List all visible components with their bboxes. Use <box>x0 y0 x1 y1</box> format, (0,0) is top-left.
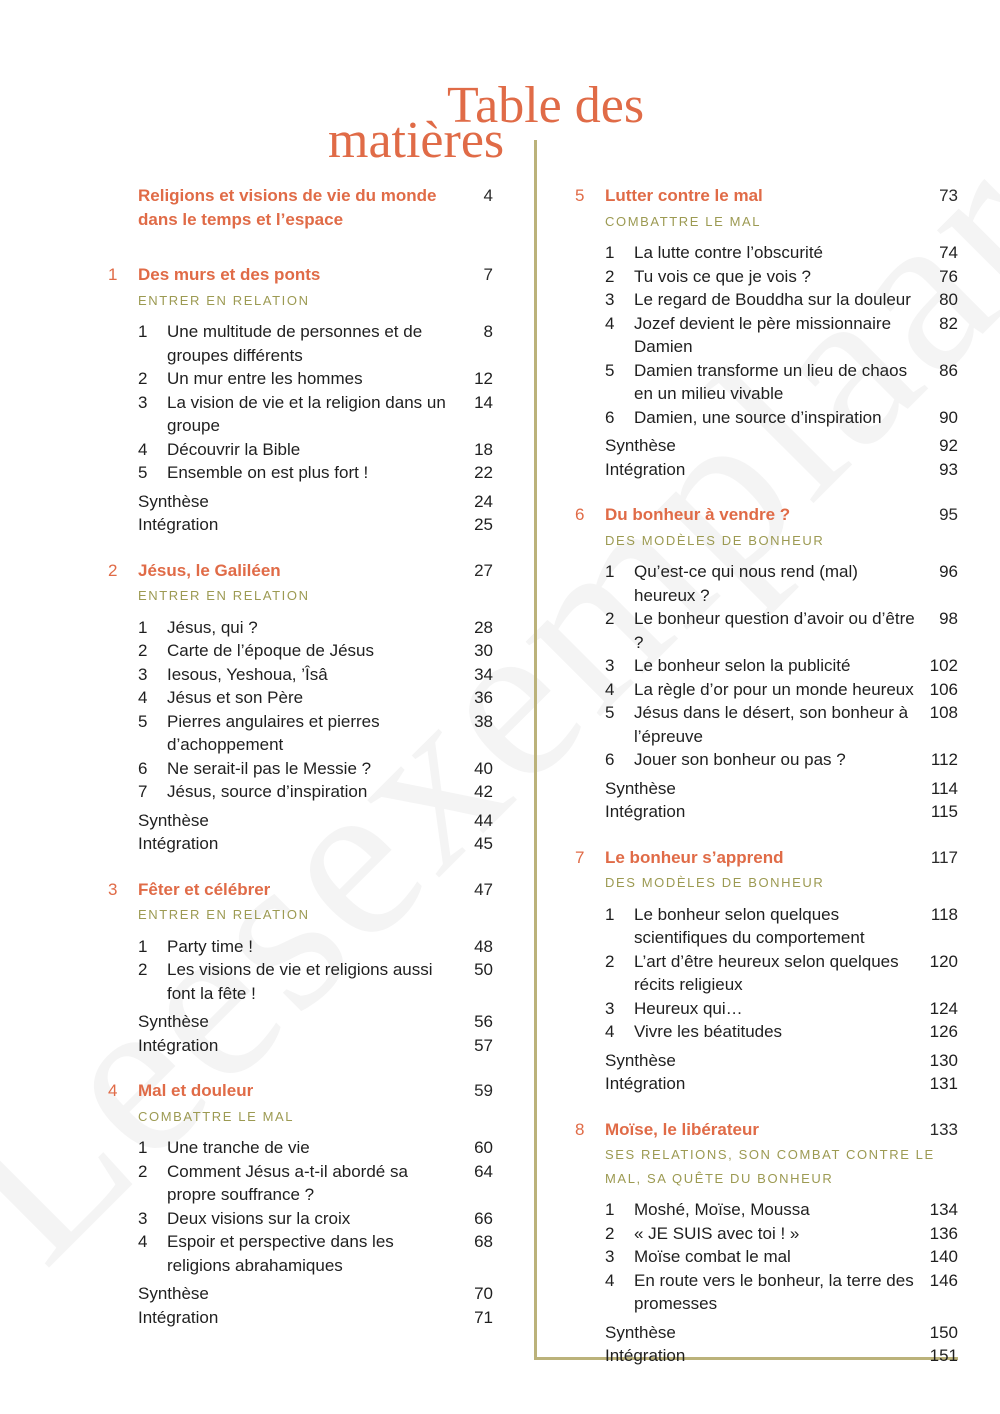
chapters-right <box>575 184 958 1368</box>
lesson-title: Jésus dans le désert, son bonheur à l’épreuve <box>634 703 909 746</box>
lesson-list <box>138 616 493 804</box>
synthese-label: Synthèse <box>138 1012 209 1031</box>
lesson-page: 22 <box>474 463 493 482</box>
intro-title: Religions et visions de vie du monde dans le temps et l’espace <box>138 186 437 229</box>
integration-page: 131 <box>929 1074 958 1093</box>
lesson-page: 40 <box>474 758 493 778</box>
synthese-label: Synthèse <box>138 491 209 511</box>
chapter-subtitle: ENTRER EN RELATION <box>138 588 310 603</box>
lesson-number: 2 <box>605 951 615 971</box>
synthese-page: 130 <box>929 1050 958 1070</box>
lesson-entry[interactable] <box>605 241 958 265</box>
chapter-subtitle: SES RELATIONS, SON COMBAT CONTRE LE MAL, SA QUÊTE DU BONHEUR <box>605 1147 935 1186</box>
chapter-number: 3 <box>108 879 118 899</box>
chapter-number: 5 <box>575 186 585 205</box>
chapter-title: Mal et douleur <box>138 1081 254 1100</box>
lesson-entry[interactable] <box>138 780 493 804</box>
lesson-entry[interactable] <box>605 903 958 950</box>
lesson-entry[interactable] <box>138 320 493 367</box>
chapter-number: 7 <box>575 847 585 867</box>
lesson-page: 118 <box>930 904 958 924</box>
lesson-title: Damien, une source d’inspiration <box>634 407 882 427</box>
lesson-page: 126 <box>929 1022 958 1041</box>
lesson-page: 136 <box>929 1223 958 1243</box>
integration-page: 45 <box>474 834 493 853</box>
chapter-title: Le bonheur s’apprend <box>605 847 784 867</box>
lesson-number: 6 <box>138 758 148 778</box>
lesson-entry[interactable] <box>138 710 493 757</box>
synthese-label: Synthèse <box>605 1050 676 1070</box>
lesson-title: Découvrir la Bible <box>167 439 301 459</box>
lesson-list <box>138 935 493 1006</box>
lesson-title: Heureux qui… <box>634 998 743 1018</box>
chapter-page: 7 <box>483 265 493 284</box>
synthese-entry[interactable] <box>605 1321 958 1345</box>
lesson-number: 5 <box>138 463 148 482</box>
lesson-entry[interactable] <box>138 438 493 462</box>
lesson-entry[interactable] <box>138 686 493 710</box>
lesson-page: 76 <box>939 266 958 286</box>
chapter-number: 4 <box>108 1081 118 1100</box>
lesson-number: 1 <box>138 1138 148 1157</box>
chapters-left <box>108 263 493 1329</box>
lesson-number: 2 <box>138 641 148 660</box>
lesson-page: 12 <box>474 369 493 388</box>
toc-column-right <box>575 184 958 1390</box>
lesson-page: 96 <box>939 562 958 581</box>
lesson-number: 5 <box>605 360 615 380</box>
lesson-number: 1 <box>605 562 615 581</box>
chapter-summary <box>138 1282 493 1329</box>
chapter-subtitle: ENTRER EN RELATION <box>138 292 310 308</box>
lesson-number: 4 <box>605 313 615 333</box>
lesson-number: 4 <box>605 1270 615 1290</box>
lesson-title: Carte de l’époque de Jésus <box>167 641 374 660</box>
lesson-entry[interactable] <box>138 391 493 438</box>
lesson-title: Jozef devient le père missionnaire Damien <box>634 313 892 356</box>
toc-chapter <box>108 559 493 856</box>
chapter-heading[interactable] <box>575 184 958 208</box>
chapter-page: 73 <box>939 186 958 205</box>
lesson-title: Ne serait-il pas le Messie ? <box>167 758 372 778</box>
lesson-number: 4 <box>605 1022 615 1041</box>
lesson-title: Jésus, qui ? <box>167 617 258 637</box>
chapter-page: 133 <box>929 1119 958 1139</box>
synthese-page: 150 <box>929 1322 958 1342</box>
lesson-page: 74 <box>939 243 958 262</box>
lesson-entry[interactable] <box>605 359 958 406</box>
synthese-page: 56 <box>474 1012 493 1031</box>
lesson-list <box>138 320 493 485</box>
lesson-number: 3 <box>605 998 615 1018</box>
integration-page: 71 <box>474 1307 493 1327</box>
chapter-heading[interactable] <box>108 1079 493 1103</box>
chapter-heading[interactable] <box>575 1118 958 1142</box>
lesson-entry[interactable] <box>138 639 493 663</box>
toc-chapter <box>108 263 493 537</box>
lesson-number: 1 <box>605 904 615 924</box>
lesson-number: 3 <box>605 1247 615 1266</box>
chapter-summary <box>605 777 958 824</box>
lesson-number: 2 <box>138 960 148 979</box>
chapter-heading[interactable] <box>108 559 493 583</box>
lesson-entry[interactable] <box>605 1198 958 1222</box>
integration-label: Intégration <box>605 459 686 479</box>
lesson-page: 108 <box>929 703 958 722</box>
lesson-list <box>138 1136 493 1277</box>
chapter-title: Moïse, le libérateur <box>605 1119 759 1139</box>
integration-page: 93 <box>939 459 958 479</box>
lesson-page: 80 <box>939 290 958 309</box>
integration-page: 57 <box>474 1035 493 1055</box>
lesson-list <box>605 1198 958 1316</box>
lesson-number: 3 <box>138 664 148 684</box>
synthese-page: 44 <box>474 810 493 830</box>
lesson-page: 42 <box>474 782 493 801</box>
lesson-title: Le regard de Bouddha sur la douleur <box>634 290 911 309</box>
lesson-number: 4 <box>138 439 148 459</box>
lesson-number: 1 <box>605 243 615 262</box>
integration-page: 25 <box>474 515 493 534</box>
toc-intro <box>108 184 493 231</box>
lesson-number: 6 <box>605 750 615 769</box>
synthese-page: 92 <box>939 436 958 455</box>
lesson-number: 5 <box>605 703 615 722</box>
lesson-title: Jésus, source d’inspiration <box>167 782 368 801</box>
chapter-summary <box>138 490 493 537</box>
lesson-page: 134 <box>929 1200 958 1219</box>
lesson-title: Moshé, Moïse, Moussa <box>634 1200 810 1219</box>
intro-page: 4 <box>483 186 493 205</box>
chapter-page: 95 <box>939 505 958 524</box>
lesson-number: 6 <box>605 407 615 427</box>
lesson-page: 106 <box>929 679 958 699</box>
lesson-page: 8 <box>483 322 493 341</box>
chapter-title: Du bonheur à vendre ? <box>605 505 791 524</box>
lesson-title: Jouer son bonheur ou pas ? <box>634 750 846 769</box>
integration-entry[interactable] <box>605 458 958 482</box>
lesson-entry[interactable] <box>605 678 958 702</box>
lesson-entry[interactable] <box>138 958 493 1005</box>
lesson-title: « JE SUIS avec toi ! » <box>634 1223 800 1243</box>
lesson-entry[interactable] <box>605 748 958 772</box>
lesson-page: 36 <box>474 688 493 707</box>
synthese-label: Synthèse <box>605 436 676 455</box>
lesson-page: 30 <box>474 641 493 660</box>
column-divider <box>534 140 537 1360</box>
chapter-heading[interactable] <box>575 503 958 527</box>
synthese-entry[interactable] <box>138 809 493 833</box>
page-title-line2: matières <box>328 112 505 169</box>
lesson-entry[interactable] <box>605 1222 958 1246</box>
lesson-title: Les visions de vie et religions aussi font la fête ! <box>167 960 433 1003</box>
lesson-entry[interactable] <box>605 560 958 607</box>
lesson-title: Espoir et perspective dans les religions abrahamiques <box>167 1232 394 1275</box>
synthese-entry[interactable] <box>138 490 493 514</box>
chapter-title: Jésus, le Galiléen <box>138 560 281 580</box>
synthese-entry[interactable] <box>605 434 958 458</box>
chapter-subtitle: DES MODÈLES DE BONHEUR <box>605 875 825 890</box>
lesson-number: 3 <box>138 1208 148 1228</box>
integration-label: Intégration <box>605 802 686 821</box>
lesson-title: Une tranche de vie <box>167 1138 310 1157</box>
lesson-page: 34 <box>474 664 493 684</box>
synthese-entry[interactable] <box>605 777 958 801</box>
lesson-entry[interactable] <box>605 654 958 678</box>
chapter-subtitle: ENTRER EN RELATION <box>138 907 310 922</box>
lesson-title: Damien transforme un lieu de chaos en un milieu vivable <box>634 360 908 403</box>
lesson-entry[interactable] <box>138 1207 493 1231</box>
integration-entry[interactable] <box>605 800 958 824</box>
lesson-number: 2 <box>605 1223 615 1243</box>
lesson-page: 98 <box>939 609 958 628</box>
lesson-title: Une multitude de personnes et de groupes différents <box>167 322 423 365</box>
lesson-entry[interactable] <box>605 288 958 312</box>
integration-label: Intégration <box>138 834 219 853</box>
chapter-page: 117 <box>930 847 958 867</box>
lesson-entry[interactable] <box>605 265 958 289</box>
synthese-label: Synthèse <box>605 778 676 798</box>
lesson-entry[interactable] <box>138 616 493 640</box>
lesson-number: 4 <box>138 1232 148 1251</box>
lesson-entry[interactable] <box>605 406 958 430</box>
chapter-number: 1 <box>108 265 118 284</box>
lesson-entry[interactable] <box>138 935 493 959</box>
lesson-page: 68 <box>474 1232 493 1251</box>
integration-entry[interactable] <box>605 1072 958 1096</box>
synthese-page: 24 <box>474 491 493 511</box>
page-title-line1: Table des <box>447 77 645 134</box>
synthese-entry[interactable] <box>138 1010 493 1034</box>
lesson-entry[interactable] <box>138 757 493 781</box>
integration-entry[interactable] <box>138 513 493 537</box>
lesson-list <box>605 560 958 772</box>
synthese-entry[interactable] <box>605 1049 958 1073</box>
lesson-title: Deux visions sur la croix <box>167 1208 351 1228</box>
chapter-summary <box>138 1010 493 1057</box>
integration-label: Intégration <box>138 1035 219 1055</box>
chapter-summary <box>138 809 493 856</box>
lesson-title: Vivre les béatitudes <box>634 1022 783 1041</box>
lesson-entry[interactable] <box>605 1020 958 1044</box>
chapter-heading[interactable] <box>108 263 493 287</box>
lesson-page: 48 <box>474 936 493 956</box>
lesson-entry[interactable] <box>605 1269 958 1316</box>
lesson-number: 1 <box>605 1200 615 1219</box>
lesson-number: 2 <box>138 369 148 388</box>
toc-chapter <box>575 503 958 824</box>
chapter-page: 47 <box>474 879 493 899</box>
lesson-entry[interactable] <box>138 663 493 687</box>
lesson-number: 2 <box>138 1161 148 1181</box>
lesson-number: 2 <box>605 609 615 628</box>
toc-chapter <box>575 846 958 1096</box>
lesson-number: 4 <box>138 688 148 707</box>
lesson-page: 38 <box>474 711 493 731</box>
synthese-label: Synthèse <box>138 810 209 830</box>
lesson-page: 28 <box>474 617 493 637</box>
chapter-heading[interactable] <box>575 846 958 870</box>
lesson-entry[interactable] <box>605 1245 958 1269</box>
lesson-page: 86 <box>939 360 958 380</box>
lesson-title: La lutte contre l’obscurité <box>634 243 823 262</box>
toc-chapter <box>108 878 493 1058</box>
integration-label: Intégration <box>605 1074 686 1093</box>
lesson-page: 60 <box>474 1138 493 1157</box>
lesson-title: Le bonheur selon la publicité <box>634 656 851 675</box>
lesson-title: Tu vois ce que je vois ? <box>634 266 812 286</box>
chapter-page: 59 <box>474 1081 493 1100</box>
lesson-page: 64 <box>474 1161 493 1181</box>
integration-label: Intégration <box>138 1307 219 1327</box>
lesson-page: 102 <box>929 656 958 675</box>
lesson-number: 1 <box>138 322 148 341</box>
lesson-list <box>605 241 958 429</box>
toc-chapter <box>108 1079 493 1329</box>
lesson-title: La vision de vie et la religion dans un groupe <box>167 392 446 435</box>
lesson-number: 7 <box>138 782 148 801</box>
lesson-page: 50 <box>474 960 493 979</box>
lesson-list <box>605 903 958 1044</box>
chapter-number: 6 <box>575 505 585 524</box>
chapter-summary <box>605 434 958 481</box>
chapter-subtitle: COMBATTRE LE MAL <box>605 213 762 229</box>
lesson-number: 3 <box>138 392 148 412</box>
lesson-title: Party time ! <box>167 936 253 956</box>
chapter-subtitle: DES MODÈLES DE BONHEUR <box>605 532 825 548</box>
lesson-page: 90 <box>939 407 958 427</box>
lesson-page: 140 <box>929 1247 958 1266</box>
integration-label: Intégration <box>138 515 219 534</box>
synthese-label: Synthèse <box>138 1284 209 1303</box>
lesson-title: En route vers le bonheur, la terre des promesses <box>634 1270 914 1313</box>
lesson-number: 3 <box>605 656 615 675</box>
lesson-entry[interactable] <box>605 701 958 748</box>
chapter-number: 8 <box>575 1119 585 1139</box>
lesson-number: 1 <box>138 936 148 956</box>
chapter-page: 27 <box>474 560 493 580</box>
lesson-entry[interactable] <box>138 461 493 485</box>
lesson-page: 112 <box>930 750 958 769</box>
lesson-title: Jésus et son Père <box>167 688 304 707</box>
lesson-page: 82 <box>939 313 958 333</box>
lesson-page: 14 <box>474 392 493 412</box>
chapter-subtitle: COMBATTRE LE MAL <box>138 1108 295 1124</box>
lesson-title: L’art d’être heureux selon quelques récits religieux <box>634 951 899 994</box>
lesson-entry[interactable] <box>138 1230 493 1277</box>
intro-heading[interactable] <box>108 184 493 231</box>
toc-chapter <box>575 1118 958 1368</box>
lesson-title: Pierres angulaires et pierres d’achoppement <box>167 711 380 754</box>
synthese-page: 114 <box>930 778 958 798</box>
lesson-entry[interactable] <box>138 367 493 391</box>
lesson-entry[interactable] <box>605 607 958 654</box>
integration-entry[interactable] <box>138 832 493 856</box>
lesson-entry[interactable] <box>605 950 958 997</box>
toc-column-left <box>108 184 493 1351</box>
lesson-title: Le bonheur question d’avoir ou d’être ? <box>634 609 915 652</box>
lesson-number: 4 <box>605 679 615 699</box>
integration-entry[interactable] <box>138 1306 493 1330</box>
chapter-heading[interactable] <box>108 878 493 902</box>
integration-page: 151 <box>929 1346 958 1365</box>
lesson-title: Iesous, Yeshoua, ’Îsâ <box>167 664 328 684</box>
lesson-title: Ensemble on est plus fort ! <box>167 463 369 482</box>
lesson-entry[interactable] <box>605 997 958 1021</box>
chapter-number: 2 <box>108 560 118 580</box>
lesson-title: Le bonheur selon quelques scientifiques du comportement <box>634 904 865 947</box>
lesson-number: 5 <box>138 711 148 731</box>
lesson-page: 124 <box>929 998 958 1018</box>
lesson-title: Un mur entre les hommes <box>167 369 363 388</box>
lesson-title: La règle d’or pour un monde heureux <box>634 679 914 699</box>
integration-label: Intégration <box>605 1346 686 1365</box>
toc-chapter <box>575 184 958 481</box>
lesson-number: 1 <box>138 617 148 637</box>
lesson-page: 18 <box>474 439 493 459</box>
integration-entry[interactable] <box>138 1034 493 1058</box>
lesson-title: Qu’est-ce qui nous rend (mal) heureux ? <box>634 562 858 605</box>
chapter-title: Fêter et célébrer <box>138 879 271 899</box>
lesson-number: 3 <box>605 290 615 309</box>
lesson-title: Moïse combat le mal <box>634 1247 791 1266</box>
chapter-summary <box>605 1049 958 1096</box>
lesson-page: 146 <box>929 1270 958 1290</box>
lesson-entry[interactable] <box>138 1160 493 1207</box>
chapter-summary <box>605 1321 958 1368</box>
chapter-title: Lutter contre le mal <box>605 186 763 205</box>
lesson-number: 2 <box>605 266 615 286</box>
integration-page: 115 <box>930 802 958 821</box>
lesson-title: Comment Jésus a-t-il abordé sa propre souffrance ? <box>167 1161 408 1204</box>
synthese-page: 70 <box>474 1284 493 1303</box>
integration-entry[interactable] <box>605 1344 958 1368</box>
lesson-page: 120 <box>929 951 958 971</box>
synthese-label: Synthèse <box>605 1322 676 1342</box>
lesson-page: 66 <box>474 1208 493 1228</box>
lesson-entry[interactable] <box>138 1136 493 1160</box>
synthese-entry[interactable] <box>138 1282 493 1306</box>
lesson-entry[interactable] <box>605 312 958 359</box>
chapter-title: Des murs et des ponts <box>138 265 321 284</box>
